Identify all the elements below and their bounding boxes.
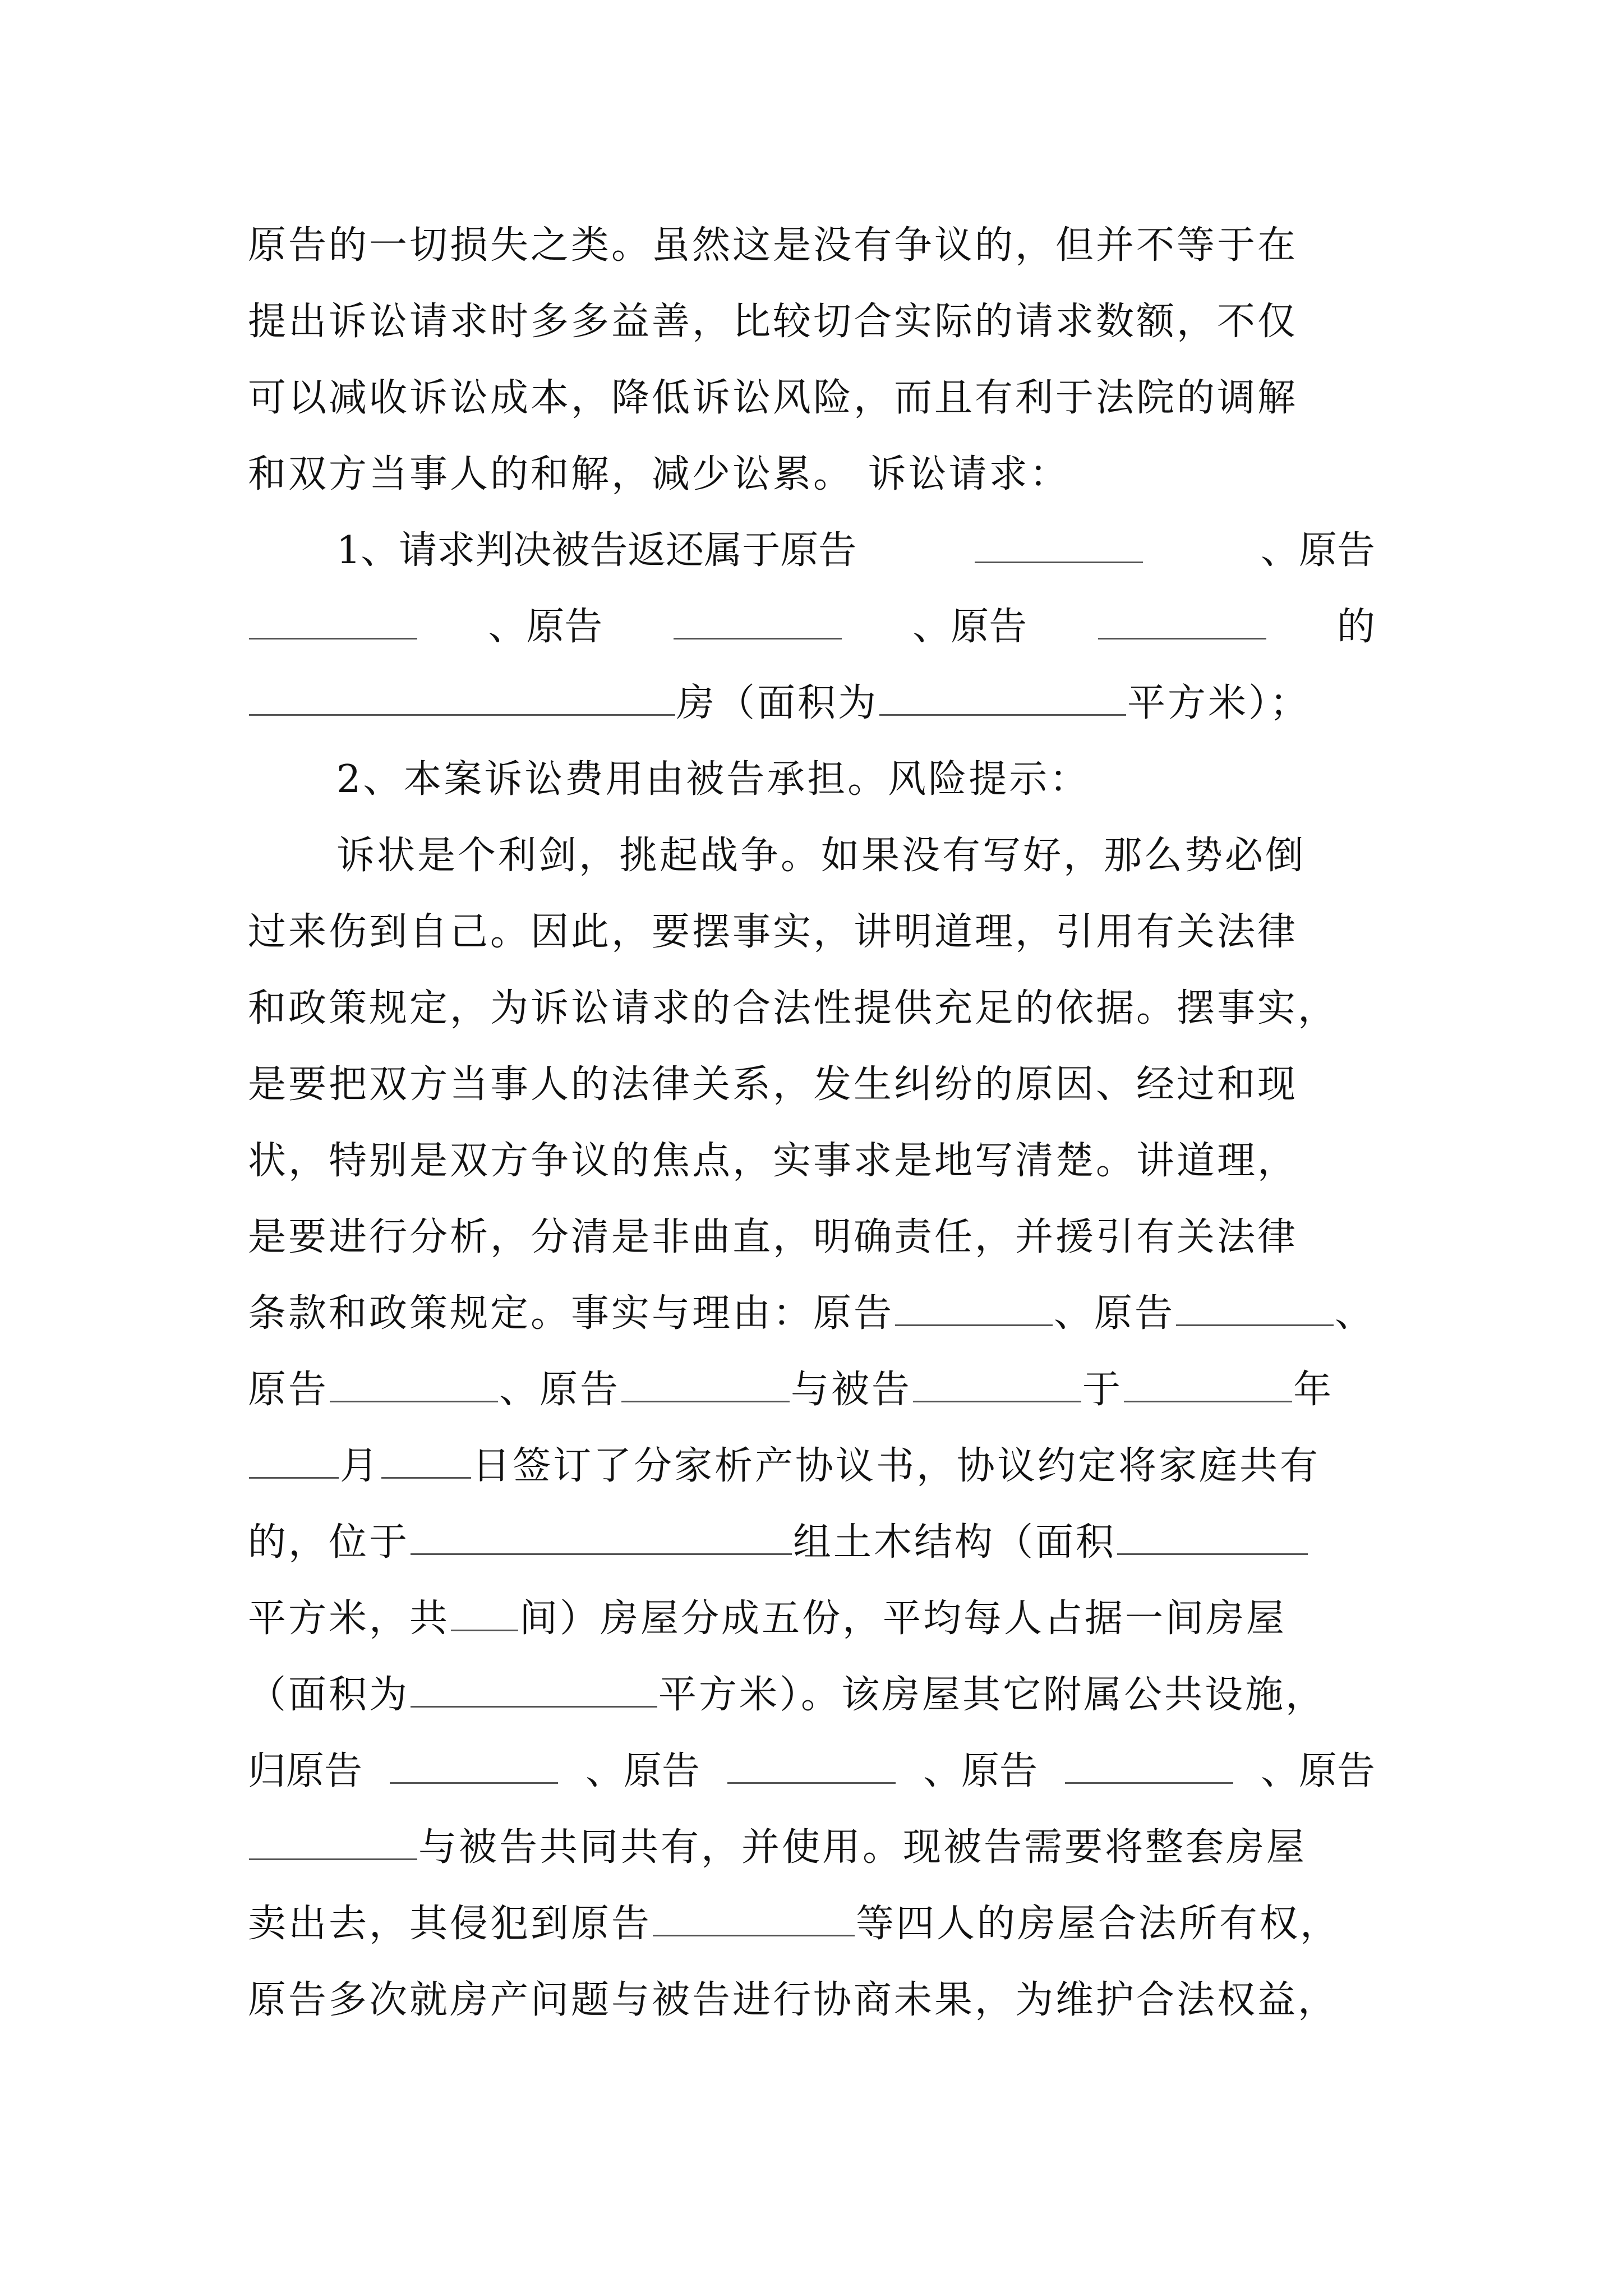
text-segment: 卖出去，其侵犯到原告 [248, 1902, 652, 1946]
text-segment: 2、本案诉讼费用由被告承担。风险提示： [336, 757, 1090, 802]
text-segment: 归原告 [248, 1749, 363, 1793]
text-segment: 与被告 [791, 1368, 912, 1412]
fill-blank[interactable] [895, 1291, 1053, 1326]
text-segment: 、原告 [1260, 1749, 1375, 1793]
text-segment: 、原告 [1053, 1291, 1175, 1336]
text-segment: 可以减收诉讼成本，降低诉讼风险，而且有利于法院的调解 [248, 376, 1298, 420]
text-line [248, 1745, 1375, 1798]
fill-blank[interactable] [975, 528, 1143, 563]
text-segment: 和政策规定，为诉讼请求的合法性提供充足的依据。摆事实， [248, 986, 1339, 1030]
fill-blank[interactable] [330, 1367, 498, 1402]
text-segment: 、原告 [488, 605, 603, 649]
text-segment: 的，位于 [248, 1520, 410, 1565]
text-segment: 等四人的房屋合法所有权， [856, 1902, 1341, 1946]
text-line [336, 753, 1375, 807]
text-segment: 和双方当事人的和解，减少讼累。 诉讼请求： [248, 452, 1070, 496]
text-segment: 年 [1293, 1368, 1334, 1412]
text-segment: 间）房屋分成五份，平均每人占据一间房屋 [519, 1596, 1287, 1641]
text-line [248, 1287, 1375, 1341]
fill-blank[interactable] [1117, 1520, 1308, 1555]
text-segment: 平方米）。该房屋其它附属公共设施， [658, 1673, 1326, 1717]
text-line [248, 1897, 1375, 1951]
text-segment: 房（面积为 [676, 681, 879, 725]
fill-blank[interactable] [1098, 604, 1266, 639]
text-segment: 日签订了分家析产协议书，协议约定将家庭共有 [472, 1444, 1321, 1488]
text-segment: 原告 [248, 1368, 329, 1412]
text-segment: 原告的一切损失之类。虽然这是没有争议的，但并不等于在 [248, 223, 1298, 268]
fill-blank[interactable] [451, 1596, 518, 1631]
fill-blank[interactable] [411, 1672, 657, 1708]
text-line [248, 1668, 1375, 1722]
text-segment: 是要进行分析，分清是非曲直，明确责任，并援引有关法律 [248, 1215, 1298, 1259]
text-line [336, 524, 1375, 578]
text-segment: 、原告 [499, 1368, 621, 1412]
text-segment: （面积为 [248, 1673, 410, 1717]
fill-blank[interactable] [727, 1749, 896, 1784]
text-line [248, 600, 1375, 654]
fill-blank[interactable] [1124, 1367, 1292, 1402]
text-segment: 状，特别是双方争议的焦点，实事求是地写清楚。讲道理， [248, 1139, 1298, 1183]
fill-blank[interactable] [381, 1443, 471, 1479]
text-segment: 月 [340, 1444, 381, 1488]
text-line [248, 371, 1375, 425]
text-segment: 组土木结构（面积 [793, 1520, 1117, 1565]
text-segment: 是要把双方当事人的法律关系，发生纠纷的原因、经过和现 [248, 1062, 1298, 1107]
text-line [248, 219, 1375, 273]
text-line [248, 1211, 1375, 1264]
fill-blank[interactable] [879, 680, 1126, 716]
text-line [336, 829, 1375, 883]
text-segment: 、原告 [912, 605, 1027, 649]
text-line [248, 677, 1375, 730]
text-segment: 、原告 [585, 1749, 700, 1793]
fill-blank[interactable] [249, 1825, 417, 1860]
fill-blank[interactable] [1065, 1749, 1233, 1784]
text-segment: 的 [1336, 605, 1375, 649]
text-line [248, 295, 1375, 349]
fill-blank[interactable] [249, 1443, 339, 1479]
text-segment: 条款和政策规定。事实与理由：原告 [248, 1291, 895, 1336]
text-segment: 原告多次就房产问题与被告进行协商未果，为维护合法权益， [248, 1978, 1339, 2022]
text-line [248, 1592, 1375, 1646]
text-segment: 、 [1334, 1291, 1375, 1336]
fill-blank[interactable] [249, 604, 417, 639]
text-line [248, 905, 1375, 959]
fill-blank[interactable] [653, 1901, 855, 1936]
text-line [248, 1821, 1375, 1875]
text-segment: 平方米）； [1127, 681, 1311, 725]
text-segment: 于 [1082, 1368, 1123, 1412]
text-segment: 过来伤到自己。因此，要摆事实，讲明道理，引用有关法律 [248, 910, 1298, 954]
text-line [248, 1439, 1375, 1493]
fill-blank[interactable] [621, 1367, 790, 1402]
text-segment: 与被告共同共有，并使用。现被告需要将整套房屋 [418, 1825, 1307, 1870]
fill-blank[interactable] [674, 604, 842, 639]
text-segment: 、原告 [1260, 528, 1375, 573]
text-segment: 平方米，共 [248, 1596, 450, 1641]
fill-blank[interactable] [411, 1520, 792, 1555]
text-line [248, 1363, 1375, 1417]
text-segment: 1、请求判决被告返还属于原告 [336, 528, 857, 573]
text-segment: 、原告 [923, 1749, 1038, 1793]
text-line [248, 1973, 1375, 2027]
text-segment: 诉状是个利剑，挑起战争。如果没有写好，那么势必倒 [336, 834, 1306, 878]
fill-blank[interactable] [390, 1749, 558, 1784]
text-line [248, 982, 1375, 1036]
text-line [248, 1516, 1375, 1570]
fill-blank[interactable] [249, 680, 675, 716]
fill-blank[interactable] [1176, 1291, 1334, 1326]
text-segment: 提出诉讼请求时多多益善，比较切合实际的请求数额，不仅 [248, 300, 1298, 344]
fill-blank[interactable] [913, 1367, 1081, 1402]
text-line [248, 1058, 1375, 1112]
text-line [248, 448, 1375, 501]
text-line [248, 1134, 1375, 1188]
